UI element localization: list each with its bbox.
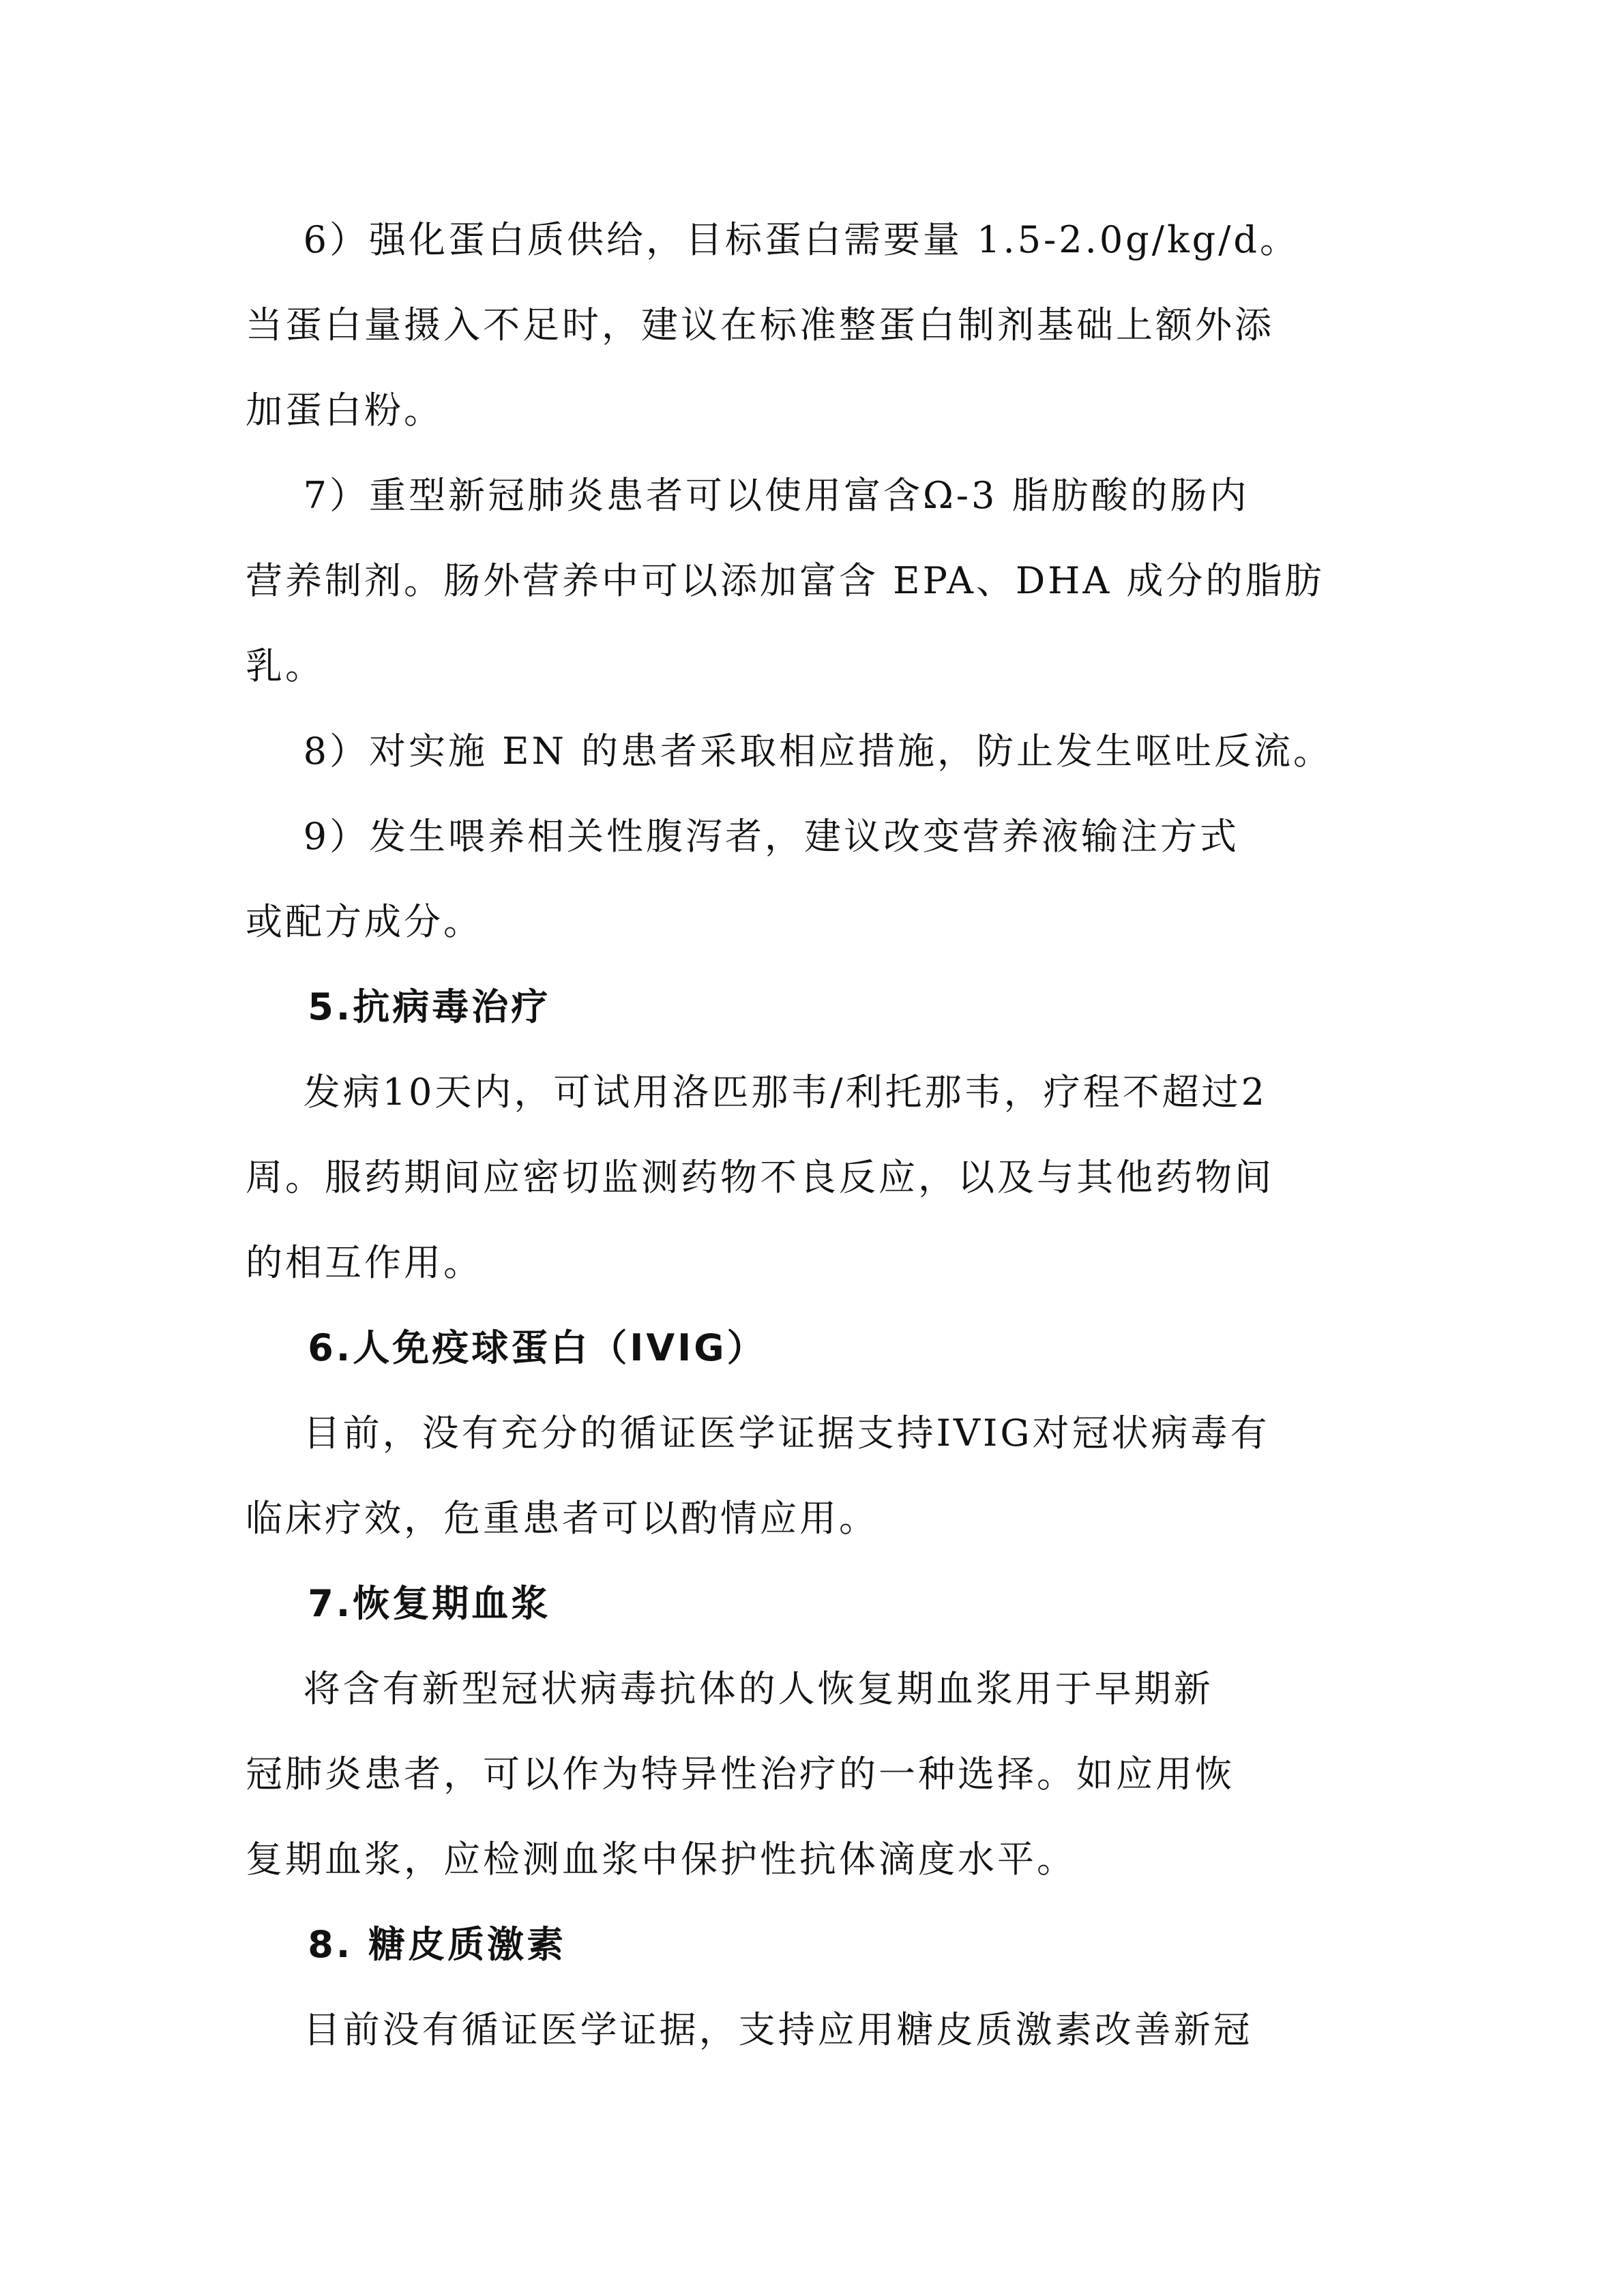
nutrition-item-8-line-1: 8）对实施 EN 的患者采取相应措施，防止发生呕吐反流。 — [246, 730, 1333, 773]
antiviral-text-line-3: 的相互作用。 — [246, 1241, 483, 1284]
plasma-text-line-2: 冠肺炎患者，可以作为特异性治疗的一种选择。如应用恢 — [246, 1753, 1235, 1795]
nutrition-item-6-line-3: 加蛋白粉。 — [246, 389, 443, 432]
ivig-text-line-1: 目前，没有充分的循证医学证据支持IVIG对冠状病毒有 — [246, 1412, 1270, 1455]
ivig-text-line-2: 临床疗效，危重患者可以酌情应用。 — [246, 1497, 879, 1540]
nutrition-item-6-line-1: 6）强化蛋白质供给，目标蛋白需要量 1.5-2.0g/kg/d。 — [246, 218, 1299, 261]
glucocorticoid-text-line-1: 目前没有循证医学证据，支持应用糖皮质激素改善新冠 — [246, 2008, 1253, 2051]
nutrition-item-9-line-2: 或配方成分。 — [246, 900, 483, 943]
section-heading-ivig: 6.人免疫球蛋白（IVIG） — [246, 1326, 767, 1369]
section-heading-glucocorticoid: 8. 糖皮质激素 — [246, 1923, 567, 1966]
antiviral-text-line-1: 发病10天内，可试用洛匹那韦/利托那韦，疗程不超过2 — [246, 1071, 1267, 1114]
plasma-text-line-3: 复期血浆，应检测血浆中保护性抗体滴度水平。 — [246, 1838, 1076, 1881]
nutrition-item-9-line-1: 9）发生喂养相关性腹泻者，建议改变营养液输注方式 — [246, 815, 1240, 858]
plasma-text-line-1: 将含有新型冠状病毒抗体的人恢复期血浆用于早期新 — [246, 1667, 1213, 1710]
section-heading-antiviral: 5.抗病毒治疗 — [246, 985, 551, 1028]
nutrition-item-6-line-2: 当蛋白量摄入不足时，建议在标准整蛋白制剂基础上额外添 — [246, 303, 1274, 346]
section-heading-convalescent-plasma: 7.恢复期血浆 — [246, 1582, 551, 1625]
antiviral-text-line-2: 周。服药期间应密切监测药物不良反应，以及与其他药物间 — [246, 1156, 1274, 1199]
nutrition-item-7-line-2: 营养制剂。肠外营养中可以添加富含 EPA、DHA 成分的脂肪 — [246, 559, 1325, 602]
nutrition-item-7-line-3: 乳。 — [246, 644, 325, 687]
nutrition-item-7-line-1: 7）重型新冠肺炎患者可以使用富含Ω-3 脂肪酸的肠内 — [246, 474, 1250, 517]
